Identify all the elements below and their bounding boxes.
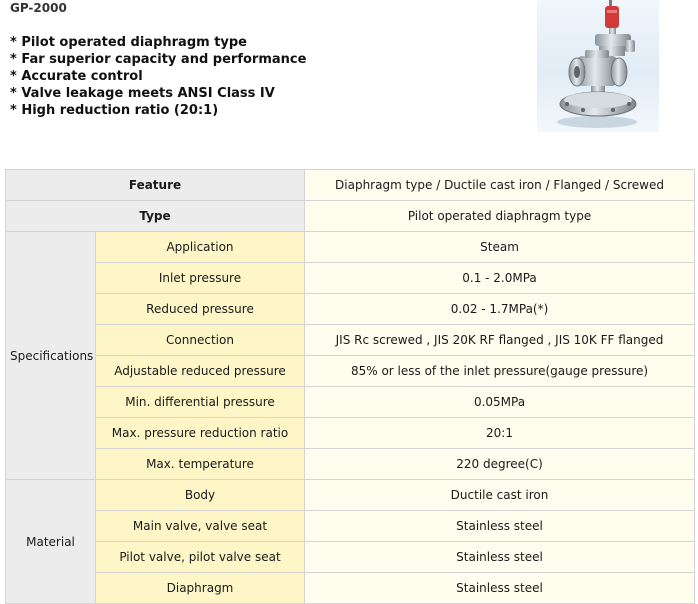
type-value: Pilot operated diaphragm type (305, 201, 695, 232)
spec-value: 85% or less of the inlet pressure(gauge pressure) (305, 356, 695, 387)
spec-label: Connection (96, 325, 305, 356)
table-row (6, 387, 695, 418)
feature-label: Feature (6, 170, 305, 201)
spec-value: 0.02 - 1.7MPa(*) (305, 294, 695, 325)
table-row (6, 201, 695, 232)
table-row (6, 294, 695, 325)
table-row (6, 356, 695, 387)
spec-value: 220 degree(C) (305, 449, 695, 480)
material-value: Ductile cast iron (305, 480, 695, 511)
type-label: Type (6, 201, 305, 232)
table-row (6, 325, 695, 356)
spec-label: Max. pressure reduction ratio (96, 418, 305, 449)
feature-item: * High reduction ratio (20:1) (10, 103, 219, 118)
feature-list (10, 34, 306, 119)
spec-label: Max. temperature (96, 449, 305, 480)
material-label: Body (96, 480, 305, 511)
spec-label: Min. differential pressure (96, 387, 305, 418)
spec-value: 20:1 (305, 418, 695, 449)
material-label: Pilot valve, pilot valve seat (96, 542, 305, 573)
table-row (6, 418, 695, 449)
material-value: Stainless steel (305, 511, 695, 542)
spec-value: 0.05MPa (305, 387, 695, 418)
table-row (6, 449, 695, 480)
spec-value: Steam (305, 232, 695, 263)
table-row (6, 170, 695, 201)
spec-value: JIS Rc screwed , JIS 20K RF flanged , JIS 10K FF flanged (305, 325, 695, 356)
material-label: Main valve, valve seat (96, 511, 305, 542)
spec-label: Reduced pressure (96, 294, 305, 325)
feature-value: Diaphragm type / Ductile cast iron / Flanged / Screwed (305, 170, 695, 201)
table-row (6, 573, 695, 604)
table-row (6, 511, 695, 542)
feature-item: * Pilot operated diaphragm type (10, 35, 248, 50)
feature-item: * Accurate control (10, 69, 143, 84)
spec-value: 0.1 - 2.0MPa (305, 263, 695, 294)
material-value: Stainless steel (305, 542, 695, 573)
spec-label: Adjustable reduced pressure (96, 356, 305, 387)
table-row (6, 480, 695, 511)
material-label: Diaphragm (96, 573, 305, 604)
specification-table (5, 169, 695, 604)
material-value: Stainless steel (305, 573, 695, 604)
table-row (6, 263, 695, 294)
specifications-group-label: Specifications (6, 232, 96, 480)
spec-label: Inlet pressure (96, 263, 305, 294)
model-title: GP-2000 (10, 1, 67, 15)
spec-label: Application (96, 232, 305, 263)
feature-item: * Far superior capacity and performance (10, 52, 307, 67)
table-row (6, 542, 695, 573)
feature-item: * Valve leakage meets ANSI Class IV (10, 86, 275, 101)
table-row (6, 232, 695, 263)
material-group-label: Material (6, 480, 96, 604)
pressure-reducing-valve-image (537, 0, 659, 132)
